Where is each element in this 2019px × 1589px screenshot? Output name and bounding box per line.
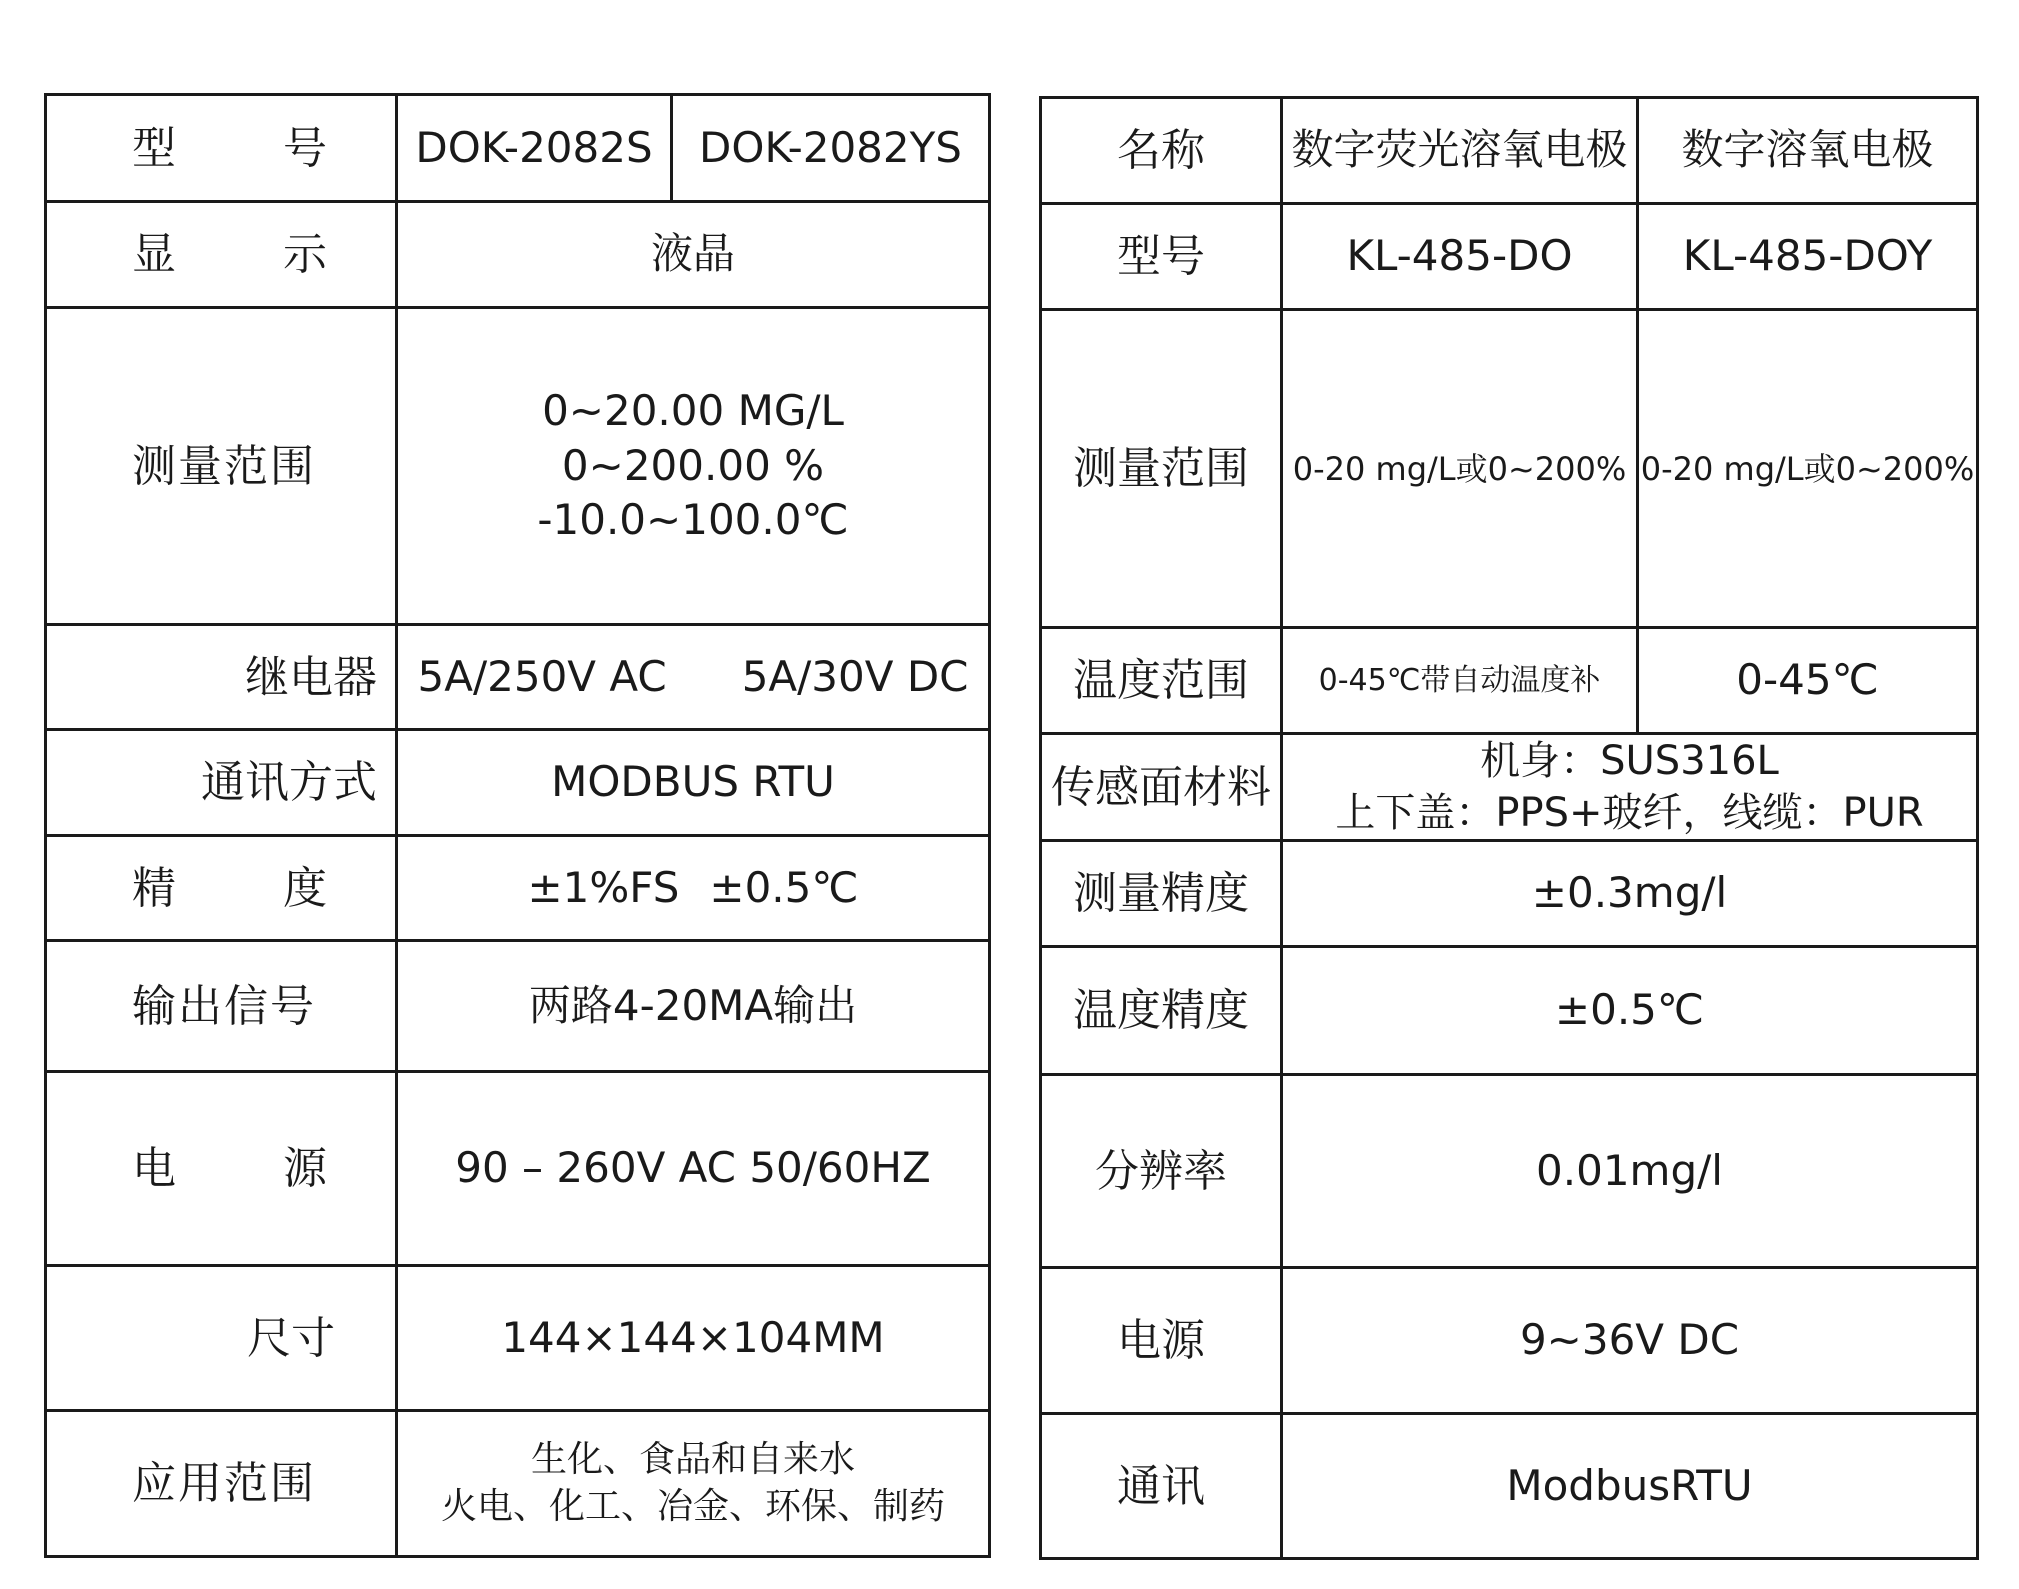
row-relay (46, 625, 990, 730)
name-label: 名称 (1041, 98, 1282, 204)
electrode-model-value-1: KL-485-DO (1282, 204, 1638, 310)
temp-range-value-1: 0-45℃带自动温度补 (1282, 628, 1638, 734)
row-temp-range (1041, 628, 1978, 734)
accuracy-label: 精 度 (46, 836, 397, 941)
electrode-measure-range-value-2: 0-20 mg/L或0~200% (1638, 310, 1978, 628)
measure-range-line: 0~20.00 MG/L (542, 386, 844, 436)
relay-dc-value: 5A/30V DC (741, 651, 969, 701)
power-label: 电 源 (46, 1072, 397, 1266)
row-electrode-comm (1041, 1414, 1978, 1559)
measure-range-label: 测量范围 (46, 308, 397, 625)
sensor-material-label: 传感面材料 (1041, 734, 1282, 841)
measure-range-line: -10.0~100.0℃ (537, 495, 849, 545)
display-value: 液晶 (397, 202, 990, 308)
electrode-model-label: 型号 (1041, 204, 1282, 310)
controller-spec-table (44, 93, 991, 1558)
name-value-2: 数字溶氧电极 (1638, 98, 1978, 204)
row-measure-accuracy (1041, 841, 1978, 947)
row-power (46, 1072, 990, 1266)
row-application (46, 1411, 990, 1557)
display-label: 显 示 (46, 202, 397, 308)
temp-range-value-2: 0-45℃ (1638, 628, 1978, 734)
row-measure-range (46, 308, 990, 625)
application-line: 生化、食品和自来水 (530, 1438, 855, 1480)
model-value-2: DOK-2082YS (672, 95, 990, 202)
electrode-spec-table (1039, 96, 1979, 1560)
temp-accuracy-value: ±0.5℃ (1282, 947, 1978, 1075)
electrode-comm-value: ModbusRTU (1282, 1414, 1978, 1559)
row-electrode-measure-range (1041, 310, 1978, 628)
accuracy-fs-value: ±1%FS (527, 862, 680, 912)
sensor-material-values (1282, 734, 1978, 841)
electrode-measure-range-value-1: 0-20 mg/L或0~200% (1282, 310, 1638, 628)
electrode-power-label: 电源 (1041, 1268, 1282, 1414)
electrode-comm-label: 通讯 (1041, 1414, 1282, 1559)
relay-values (397, 625, 990, 730)
electrode-power-value: 9~36V DC (1282, 1268, 1978, 1414)
row-accuracy (46, 836, 990, 941)
relay-label: 继电器 (46, 625, 397, 730)
resolution-label: 分辨率 (1041, 1075, 1282, 1268)
application-line: 火电、化工、冶金、环保、制药 (440, 1485, 945, 1527)
row-temp-accuracy (1041, 947, 1978, 1075)
row-display (46, 202, 990, 308)
comm-value: MODBUS RTU (397, 730, 990, 836)
size-label: 尺寸 (46, 1266, 397, 1411)
resolution-value: 0.01mg/l (1282, 1075, 1978, 1268)
row-output (46, 941, 990, 1072)
application-label: 应用范围 (46, 1411, 397, 1557)
row-electrode-model (1041, 204, 1978, 310)
power-value: 90 – 260V AC 50/60HZ (397, 1072, 990, 1266)
comm-label: 通讯方式 (46, 730, 397, 836)
temp-accuracy-label: 温度精度 (1041, 947, 1282, 1075)
electrode-measure-range-label: 测量范围 (1041, 310, 1282, 628)
sensor-material-line: 上下盖：PPS+玻纤，线缆：PUR (1335, 790, 1924, 836)
row-electrode-power (1041, 1268, 1978, 1414)
relay-ac-value: 5A/250V AC (417, 651, 667, 701)
application-values (397, 1411, 990, 1557)
size-value: 144×144×104MM (397, 1266, 990, 1411)
row-sensor-material (1041, 734, 1978, 841)
model-value-1: DOK-2082S (397, 95, 672, 202)
name-value-1: 数字荧光溶氧电极 (1282, 98, 1638, 204)
row-name (1041, 98, 1978, 204)
output-label: 输出信号 (46, 941, 397, 1072)
row-model (46, 95, 990, 202)
measure-range-line: 0~200.00 % (561, 440, 825, 490)
accuracy-temp-value: ±0.5℃ (709, 862, 859, 912)
accuracy-values (397, 836, 990, 941)
measure-range-values (397, 308, 990, 625)
row-comm (46, 730, 990, 836)
temp-range-label: 温度范围 (1041, 628, 1282, 734)
model-label: 型 号 (46, 95, 397, 202)
measure-accuracy-label: 测量精度 (1041, 841, 1282, 947)
output-value: 两路4-20MA输出 (397, 941, 990, 1072)
row-resolution (1041, 1075, 1978, 1268)
measure-accuracy-value: ±0.3mg/l (1282, 841, 1978, 947)
row-size (46, 1266, 990, 1411)
sensor-material-line: 机身：SUS316L (1480, 738, 1779, 784)
electrode-model-value-2: KL-485-DOY (1638, 204, 1978, 310)
